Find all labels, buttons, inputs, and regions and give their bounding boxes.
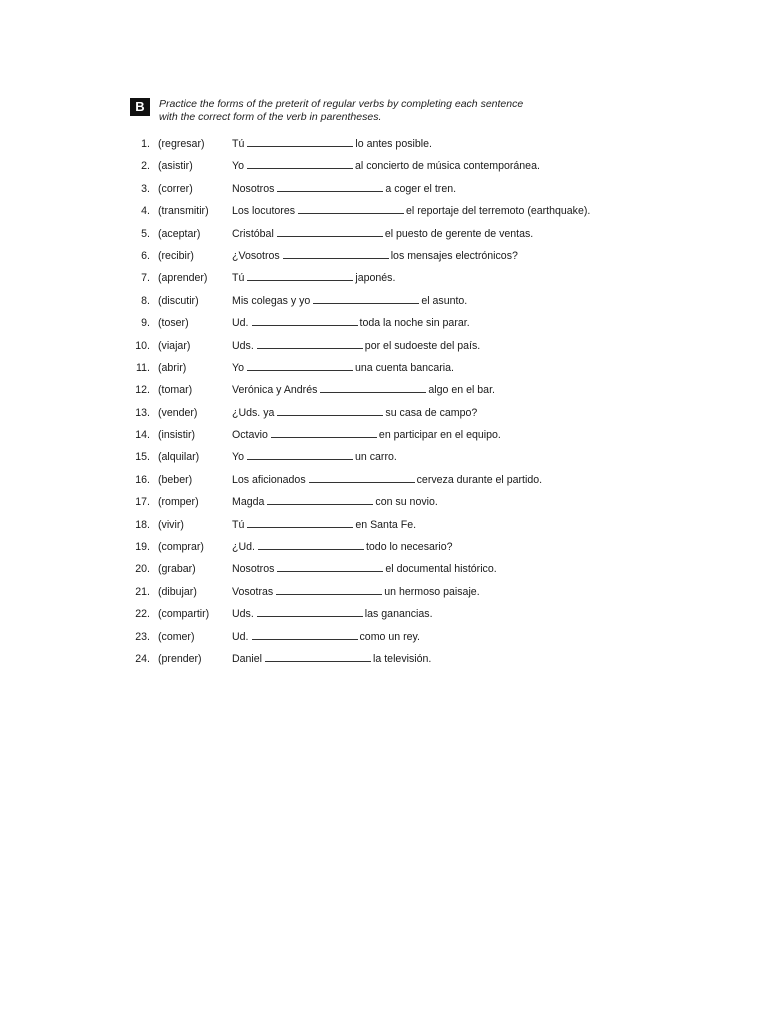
exercise-item bbox=[128, 227, 648, 249]
sentence-end: una cuenta bancaria. bbox=[355, 361, 454, 374]
item-number: 17. bbox=[135, 496, 150, 509]
answer-blank[interactable] bbox=[277, 182, 383, 192]
exercise-item bbox=[128, 607, 648, 629]
sentence-end: su casa de campo? bbox=[385, 406, 478, 419]
item-verb: (insistir) bbox=[158, 429, 196, 442]
item-number: 13. bbox=[135, 406, 150, 419]
item-sentence bbox=[232, 294, 467, 308]
sentence-start: Octavio bbox=[232, 429, 268, 442]
item-number: 24. bbox=[135, 652, 150, 665]
exercise-list bbox=[128, 137, 648, 674]
exercise-item bbox=[128, 630, 648, 652]
answer-blank[interactable] bbox=[252, 630, 358, 640]
sentence-end: al concierto de música contemporánea. bbox=[355, 160, 540, 173]
item-number: 11. bbox=[136, 361, 150, 374]
sentence-end: un carro. bbox=[355, 451, 397, 464]
exercise-item bbox=[128, 540, 648, 562]
sentence-start: Nosotros bbox=[232, 563, 275, 576]
sentence-start: Cristóbal bbox=[232, 227, 274, 240]
item-verb: (asistir) bbox=[158, 160, 193, 173]
sentence-start: ¿Ud. bbox=[232, 541, 255, 554]
answer-blank[interactable] bbox=[276, 585, 382, 595]
item-verb: (correr) bbox=[158, 182, 193, 195]
item-sentence bbox=[232, 271, 395, 285]
item-sentence bbox=[232, 227, 533, 241]
answer-blank[interactable] bbox=[247, 450, 353, 460]
sentence-start: Los aficionados bbox=[232, 473, 306, 486]
sentence-start: Mis colegas y yo bbox=[232, 294, 311, 307]
answer-blank[interactable] bbox=[277, 227, 383, 237]
exercise-item bbox=[128, 406, 648, 428]
item-sentence bbox=[232, 383, 495, 397]
sentence-end: toda la noche sin parar. bbox=[359, 317, 470, 330]
answer-blank[interactable] bbox=[247, 271, 353, 281]
item-number: 12. bbox=[135, 384, 150, 397]
item-verb: (regresar) bbox=[158, 138, 205, 150]
item-verb: (beber) bbox=[158, 473, 193, 486]
answer-blank[interactable] bbox=[298, 204, 404, 214]
answer-blank[interactable] bbox=[252, 316, 358, 326]
sentence-start: Nosotros bbox=[232, 182, 275, 195]
sentence-start: ¿Vosotros bbox=[232, 249, 280, 262]
answer-blank[interactable] bbox=[283, 249, 389, 259]
sentence-start: Vosotras bbox=[232, 585, 274, 598]
exercise-item bbox=[128, 339, 648, 361]
sentence-start: Tú bbox=[232, 138, 245, 150]
item-number: 4. bbox=[141, 205, 150, 218]
item-number: 20. bbox=[135, 563, 150, 576]
sentence-start: Yo bbox=[232, 160, 244, 173]
exercise-item bbox=[128, 450, 648, 472]
item-sentence bbox=[232, 495, 438, 509]
exercise-instructions bbox=[159, 98, 579, 124]
item-verb: (aprender) bbox=[158, 272, 208, 285]
item-verb: (alquilar) bbox=[158, 451, 200, 464]
instructions-line-1: Practice the forms of the preterit of regular verbs by completing each sentence bbox=[159, 98, 524, 110]
answer-blank[interactable] bbox=[247, 137, 353, 147]
item-sentence bbox=[232, 473, 542, 487]
sentence-end: las ganancias. bbox=[364, 608, 433, 621]
item-number: 23. bbox=[135, 630, 150, 643]
item-verb: (vender) bbox=[158, 406, 198, 419]
answer-blank[interactable] bbox=[257, 339, 363, 349]
item-sentence bbox=[232, 585, 480, 599]
item-verb: (vivir) bbox=[158, 518, 184, 531]
item-number: 10. bbox=[135, 339, 150, 352]
item-number: 18. bbox=[135, 518, 150, 531]
item-sentence bbox=[232, 562, 497, 576]
answer-blank[interactable] bbox=[258, 540, 364, 550]
answer-blank[interactable] bbox=[271, 428, 377, 438]
sentence-end: japonés. bbox=[355, 272, 396, 285]
sentence-start: ¿Uds. ya bbox=[232, 406, 275, 419]
sentence-end: lo antes posible. bbox=[355, 138, 432, 150]
exercise-item bbox=[128, 249, 648, 271]
item-sentence bbox=[232, 159, 540, 173]
exercise-item bbox=[128, 316, 648, 338]
exercise-item bbox=[128, 383, 648, 405]
sentence-start: Ud. bbox=[232, 317, 249, 330]
answer-blank[interactable] bbox=[309, 473, 415, 483]
sentence-end: el puesto de gerente de ventas. bbox=[384, 227, 534, 240]
item-verb: (prender) bbox=[158, 652, 202, 665]
item-sentence bbox=[232, 182, 456, 196]
sentence-end: como un rey. bbox=[359, 630, 420, 643]
answer-blank[interactable] bbox=[247, 159, 353, 169]
item-verb: (toser) bbox=[158, 317, 189, 330]
exercise-item bbox=[128, 652, 648, 674]
exercise-item bbox=[128, 294, 648, 316]
item-sentence bbox=[232, 361, 454, 375]
instructions-line-2: with the correct form of the verb in parentheses. bbox=[159, 111, 382, 123]
exercise-item bbox=[128, 585, 648, 607]
item-sentence bbox=[232, 607, 433, 621]
exercise-item bbox=[128, 428, 648, 450]
sentence-end: cerveza durante el partido. bbox=[416, 473, 543, 486]
sentence-end: un hermoso paisaje. bbox=[384, 585, 480, 598]
item-sentence bbox=[232, 540, 453, 554]
sentence-end: los mensajes electrónicos? bbox=[390, 249, 518, 262]
item-sentence bbox=[232, 316, 470, 330]
item-sentence bbox=[232, 249, 518, 263]
item-sentence bbox=[232, 339, 480, 353]
answer-blank[interactable] bbox=[247, 518, 353, 528]
item-number: 9. bbox=[141, 317, 150, 330]
item-number: 19. bbox=[135, 541, 150, 554]
sentence-end: el asunto. bbox=[421, 294, 468, 307]
sentence-end: con su novio. bbox=[375, 496, 438, 509]
item-number: 1. bbox=[141, 138, 150, 150]
item-number: 6. bbox=[141, 249, 150, 262]
sentence-start: Uds. bbox=[232, 608, 254, 621]
answer-blank[interactable] bbox=[313, 294, 419, 304]
answer-blank[interactable] bbox=[247, 361, 353, 371]
item-sentence bbox=[232, 428, 501, 442]
item-sentence bbox=[232, 204, 590, 218]
exercise-item bbox=[128, 159, 648, 181]
sentence-end: el reportaje del terremoto (earthquake). bbox=[406, 205, 591, 218]
item-sentence bbox=[232, 406, 477, 420]
item-verb: (viajar) bbox=[158, 339, 191, 352]
sentence-start: Tú bbox=[232, 272, 245, 285]
exercise-item bbox=[128, 137, 648, 159]
item-sentence bbox=[232, 630, 420, 644]
answer-blank[interactable] bbox=[265, 652, 371, 662]
answer-blank[interactable] bbox=[277, 406, 383, 416]
exercise-item bbox=[128, 361, 648, 383]
section-letter-badge: B bbox=[130, 98, 150, 116]
item-verb: (romper) bbox=[158, 496, 199, 509]
item-verb: (recibir) bbox=[158, 249, 194, 262]
exercise-item bbox=[128, 562, 648, 584]
item-number: 7. bbox=[141, 272, 150, 285]
item-sentence bbox=[232, 450, 397, 464]
exercise-item bbox=[128, 204, 648, 226]
item-sentence bbox=[232, 652, 431, 666]
sentence-start: Magda bbox=[232, 496, 265, 509]
item-number: 3. bbox=[141, 182, 150, 195]
item-sentence bbox=[232, 137, 432, 151]
sentence-end: la televisión. bbox=[373, 652, 432, 665]
sentence-end: en participar en el equipo. bbox=[378, 429, 501, 442]
sentence-end: en Santa Fe. bbox=[355, 518, 417, 531]
answer-blank[interactable] bbox=[257, 607, 363, 617]
sentence-start: Daniel bbox=[232, 652, 263, 665]
sentence-end: todo lo necesario? bbox=[365, 541, 453, 554]
answer-blank[interactable] bbox=[267, 495, 373, 505]
exercise-item bbox=[128, 518, 648, 540]
sentence-end: por el sudoeste del país. bbox=[364, 339, 481, 352]
sentence-end: algo en el bar. bbox=[428, 384, 495, 397]
sentence-end: a coger el tren. bbox=[385, 182, 457, 195]
item-verb: (comprar) bbox=[158, 541, 204, 554]
sentence-start: Uds. bbox=[232, 339, 254, 352]
exercise-item bbox=[128, 473, 648, 495]
item-number: 14. bbox=[135, 429, 150, 442]
item-verb: (transmitir) bbox=[158, 205, 209, 218]
item-sentence bbox=[232, 518, 416, 532]
sentence-end: el documental histórico. bbox=[385, 563, 497, 576]
item-number: 2. bbox=[141, 160, 150, 173]
item-verb: (comer) bbox=[158, 630, 195, 643]
answer-blank[interactable] bbox=[277, 562, 383, 572]
item-verb: (discutir) bbox=[158, 294, 199, 307]
exercise-item bbox=[128, 182, 648, 204]
answer-blank[interactable] bbox=[320, 383, 426, 393]
item-verb: (aceptar) bbox=[158, 227, 201, 240]
exercise-item bbox=[128, 495, 648, 517]
exercise-item bbox=[128, 271, 648, 293]
sentence-start: Verónica y Andrés bbox=[232, 384, 318, 397]
sentence-start: Tú bbox=[232, 518, 245, 531]
item-verb: (dibujar) bbox=[158, 585, 197, 598]
item-verb: (compartir) bbox=[158, 608, 210, 621]
sentence-start: Los locutores bbox=[232, 205, 296, 218]
item-number: 16. bbox=[135, 473, 150, 486]
item-number: 5. bbox=[141, 227, 150, 240]
item-verb: (tomar) bbox=[158, 384, 193, 397]
item-number: 15. bbox=[135, 451, 150, 464]
item-verb: (abrir) bbox=[158, 361, 187, 374]
item-number: 21. bbox=[135, 585, 150, 598]
sentence-start: Ud. bbox=[232, 630, 249, 643]
item-verb: (grabar) bbox=[158, 563, 196, 576]
sentence-start: Yo bbox=[232, 451, 244, 464]
item-number: 8. bbox=[141, 294, 150, 307]
sentence-start: Yo bbox=[232, 361, 244, 374]
item-number: 22. bbox=[135, 608, 150, 621]
